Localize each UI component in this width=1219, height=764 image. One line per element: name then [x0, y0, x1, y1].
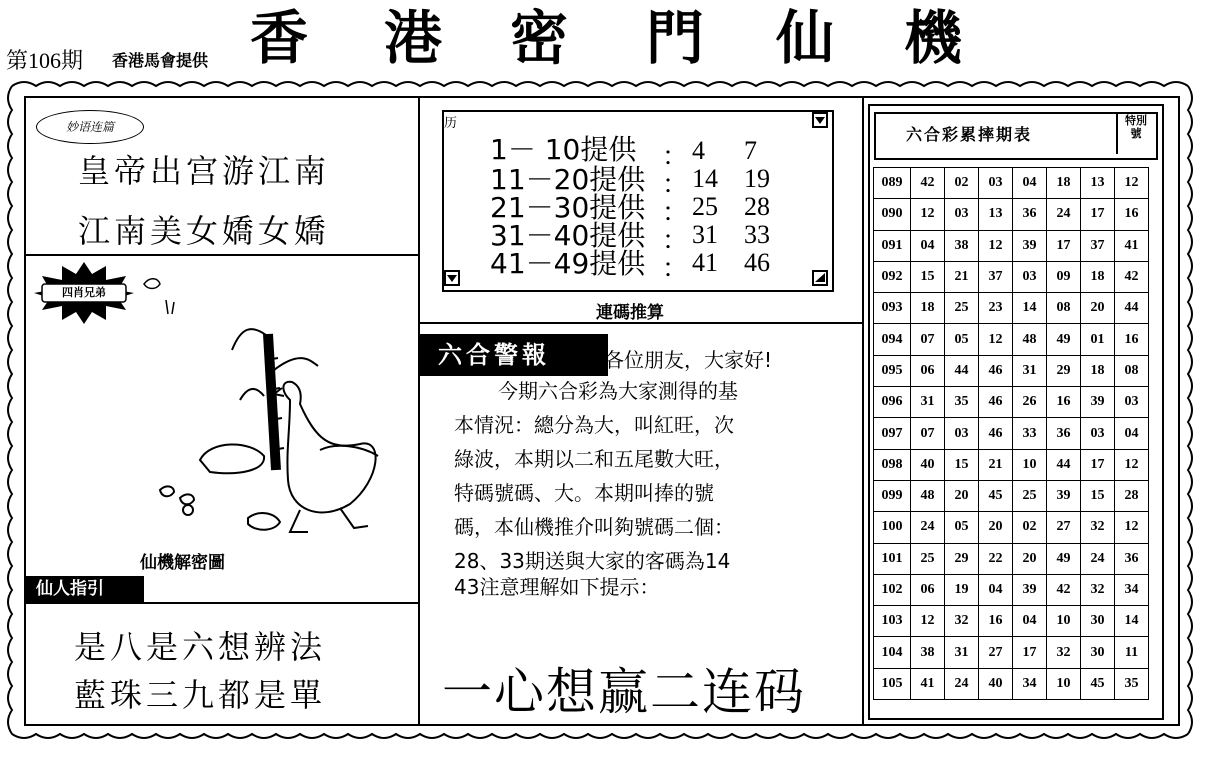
- number-cell: 27: [1047, 512, 1081, 543]
- supply-number-a: 4: [692, 136, 705, 165]
- number-cell: 10: [1047, 606, 1081, 637]
- table-row: [874, 480, 1149, 511]
- number-cell: 02: [945, 168, 979, 199]
- number-cell: 46: [979, 418, 1013, 449]
- number-cell: 25: [945, 293, 979, 324]
- number-cell: 42: [1047, 574, 1081, 605]
- number-cell: 03: [1115, 387, 1149, 418]
- number-cell: 31: [1013, 355, 1047, 386]
- number-cell: 12: [1115, 512, 1149, 543]
- number-cell: 14: [1115, 606, 1149, 637]
- slogan: 一心想赢二连码: [442, 663, 806, 721]
- number-cell: 09: [1047, 261, 1081, 292]
- number-cell: 17: [1013, 637, 1047, 668]
- number-cell: 42: [1115, 261, 1149, 292]
- number-cell: 03: [1013, 261, 1047, 292]
- title-char: 門: [646, 4, 705, 72]
- number-cell: 04: [979, 574, 1013, 605]
- number-cell: 04: [1013, 606, 1047, 637]
- number-cell: 21: [945, 261, 979, 292]
- number-cell: 46: [979, 355, 1013, 386]
- number-cell: 10: [1047, 668, 1081, 699]
- number-cell: 12: [911, 199, 945, 230]
- number-cell: 07: [911, 324, 945, 355]
- table-row: [874, 543, 1149, 574]
- number-cell: 41: [911, 668, 945, 699]
- number-cell: 44: [1047, 449, 1081, 480]
- number-cell: 48: [1013, 324, 1047, 355]
- table-row: [874, 512, 1149, 543]
- number-cell: 08: [1047, 293, 1081, 324]
- number-cell: 16: [979, 606, 1013, 637]
- number-cell: 15: [1081, 480, 1115, 511]
- number-cell: 32: [1081, 574, 1115, 605]
- number-cell: 34: [1013, 668, 1047, 699]
- supply-sep: ：: [662, 198, 689, 227]
- box-corner-icon: [812, 270, 828, 286]
- number-cell: 03: [945, 418, 979, 449]
- number-cell: 42: [911, 168, 945, 199]
- table-row: [874, 449, 1149, 480]
- number-cell: 31: [945, 637, 979, 668]
- table-row: [874, 387, 1149, 418]
- number-cell: 03: [979, 168, 1013, 199]
- alert-label: 六合警報: [420, 334, 608, 376]
- box-caption: 連碼推算: [596, 303, 664, 323]
- number-cell: 19: [945, 574, 979, 605]
- title-char: 機: [904, 4, 963, 72]
- number-cell: 21: [979, 449, 1013, 480]
- number-cell: 14: [1013, 293, 1047, 324]
- number-cell: 18: [1081, 355, 1115, 386]
- number-cell: 04: [1013, 168, 1047, 199]
- table-row: [874, 324, 1149, 355]
- number-cell: 08: [1115, 355, 1149, 386]
- table-row: [874, 199, 1149, 230]
- number-cell: 35: [1115, 668, 1149, 699]
- number-cell: 17: [1081, 449, 1115, 480]
- article-line: 特碼號碼、大。本期叫捧的號: [454, 481, 714, 505]
- number-cell: 40: [911, 449, 945, 480]
- number-cell: 46: [979, 387, 1013, 418]
- number-cell: 06: [911, 574, 945, 605]
- number-cell: 32: [945, 606, 979, 637]
- number-cell: 30: [1081, 637, 1115, 668]
- table-row: [874, 355, 1149, 386]
- number-cell: 03: [1081, 418, 1115, 449]
- number-cell: 24: [1047, 199, 1081, 230]
- supply-number-a: 31: [692, 220, 718, 249]
- number-cell: 49: [1047, 543, 1081, 574]
- number-cell: 33: [1013, 418, 1047, 449]
- number-cell: 37: [1081, 230, 1115, 261]
- period-cell: 098: [874, 449, 911, 480]
- number-cell: 45: [1081, 668, 1115, 699]
- number-cell: 12: [911, 606, 945, 637]
- number-cell: 04: [1115, 418, 1149, 449]
- table-title: 六合彩累摔期表: [906, 125, 1033, 144]
- number-cell: 44: [1115, 293, 1149, 324]
- number-cell: 12: [979, 230, 1013, 261]
- supply-sep: ：: [662, 254, 689, 283]
- title-char: 仙: [776, 4, 835, 72]
- table-row: [874, 668, 1149, 699]
- number-cell: 01: [1081, 324, 1115, 355]
- number-cell: 39: [1013, 230, 1047, 261]
- issue-number: 第106期: [6, 48, 84, 73]
- period-cell: 100: [874, 512, 911, 543]
- number-cell: 35: [945, 387, 979, 418]
- number-cell: 17: [1081, 199, 1115, 230]
- number-cell: 44: [945, 355, 979, 386]
- number-cell: 34: [1115, 574, 1149, 605]
- supply-number-b: 33: [744, 220, 770, 249]
- number-cell: 16: [1115, 199, 1149, 230]
- number-cell: 41: [1115, 230, 1149, 261]
- poem-line: 是八是六想辨法: [74, 628, 327, 666]
- divider: [24, 602, 420, 604]
- number-cell: 02: [1013, 512, 1047, 543]
- period-cell: 102: [874, 574, 911, 605]
- number-cell: 20: [945, 480, 979, 511]
- supply-label: 11－20提供: [490, 163, 646, 196]
- article-line: 綠波，本期以二和五尾數大旺，: [454, 447, 734, 471]
- title-char: 密: [510, 4, 569, 72]
- period-cell: 105: [874, 668, 911, 699]
- article-line: 碼，本仙機推介叫夠號碼二個：: [454, 515, 734, 539]
- number-cell: 36: [1047, 418, 1081, 449]
- table-row: [874, 230, 1149, 261]
- number-cell: 04: [911, 230, 945, 261]
- number-cell: 36: [1013, 199, 1047, 230]
- number-cell: 25: [911, 543, 945, 574]
- number-cell: 16: [1115, 324, 1149, 355]
- article-line: 43注意理解如下提示：: [454, 575, 660, 599]
- number-cell: 03: [945, 199, 979, 230]
- number-cell: 39: [1081, 387, 1115, 418]
- number-cell: 49: [1047, 324, 1081, 355]
- number-cell: 29: [945, 543, 979, 574]
- title-char: 港: [384, 4, 443, 72]
- number-cell: 48: [911, 480, 945, 511]
- period-cell: 103: [874, 606, 911, 637]
- number-cell: 11: [1115, 637, 1149, 668]
- number-cell: 36: [1115, 543, 1149, 574]
- provider-label: 香港馬會提供: [112, 51, 209, 70]
- number-cell: 38: [945, 230, 979, 261]
- number-cell: 22: [979, 543, 1013, 574]
- period-cell: 093: [874, 293, 911, 324]
- poem-line: 江南美女嬌女嬌: [78, 212, 331, 250]
- number-cell: 15: [945, 449, 979, 480]
- supply-label: 1－ 10提供: [490, 133, 637, 166]
- number-cell: 24: [945, 668, 979, 699]
- special-label: 特別號: [1116, 114, 1152, 154]
- draw-table: [873, 167, 1149, 700]
- table-row: [874, 637, 1149, 668]
- article-line: 本情況：總分為大，叫紅旺，次: [454, 413, 734, 437]
- number-cell: 26: [1013, 387, 1047, 418]
- badge-label: 四肖兄弟: [62, 286, 106, 299]
- number-cell: 23: [979, 293, 1013, 324]
- title-char: 香: [250, 4, 309, 72]
- period-cell: 099: [874, 480, 911, 511]
- box-corner-icon: [812, 112, 828, 128]
- number-cell: 12: [1115, 449, 1149, 480]
- supply-label: 31－40提供: [490, 219, 646, 252]
- number-cell: 12: [1115, 168, 1149, 199]
- supply-label: 41－49提供: [490, 247, 646, 280]
- number-cell: 20: [1013, 543, 1047, 574]
- supply-label: 21－30提供: [490, 191, 646, 224]
- supply-sep: ：: [662, 226, 689, 255]
- poem-line: 皇帝出宫游江南: [78, 152, 331, 190]
- period-cell: 091: [874, 230, 911, 261]
- supply-number-a: 41: [692, 248, 718, 277]
- number-cell: 29: [1047, 355, 1081, 386]
- greeting: 各位朋友，大家好!: [604, 348, 773, 372]
- number-cell: 39: [1047, 480, 1081, 511]
- number-cell: 27: [979, 637, 1013, 668]
- table-row: [874, 606, 1149, 637]
- divider: [862, 96, 864, 724]
- number-cell: 17: [1047, 230, 1081, 261]
- number-cell: 32: [1081, 512, 1115, 543]
- number-cell: 31: [911, 387, 945, 418]
- number-cell: 45: [979, 480, 1013, 511]
- period-cell: 092: [874, 261, 911, 292]
- period-cell: 097: [874, 418, 911, 449]
- number-cell: 12: [979, 324, 1013, 355]
- number-cell: 10: [1013, 449, 1047, 480]
- number-cell: 38: [911, 637, 945, 668]
- supply-number-b: 19: [744, 164, 770, 193]
- period-cell: 101: [874, 543, 911, 574]
- box-corner-icon: [444, 270, 460, 286]
- number-cell: 39: [1013, 574, 1047, 605]
- number-cell: 37: [979, 261, 1013, 292]
- table-row: [874, 574, 1149, 605]
- number-cell: 05: [945, 324, 979, 355]
- period-cell: 094: [874, 324, 911, 355]
- number-cell: 16: [1047, 387, 1081, 418]
- supply-number-a: 14: [692, 164, 718, 193]
- number-cell: 30: [1081, 606, 1115, 637]
- supply-sep: ：: [662, 142, 689, 171]
- period-cell: 089: [874, 168, 911, 199]
- supply-number-b: 46: [744, 248, 770, 277]
- goose-bamboo-illustration: [140, 270, 410, 550]
- number-cell: 20: [979, 512, 1013, 543]
- number-cell: 24: [1081, 543, 1115, 574]
- supply-number-a: 25: [692, 192, 718, 221]
- number-cell: 15: [911, 261, 945, 292]
- box-label: 历: [444, 116, 458, 131]
- period-cell: 104: [874, 637, 911, 668]
- divider: [418, 96, 420, 724]
- number-cell: 25: [1013, 480, 1047, 511]
- table-row: [874, 293, 1149, 324]
- period-cell: 095: [874, 355, 911, 386]
- number-cell: 18: [1047, 168, 1081, 199]
- number-cell: 28: [1115, 480, 1149, 511]
- number-cell: 05: [945, 512, 979, 543]
- supply-sep: ：: [662, 170, 689, 199]
- period-cell: 096: [874, 387, 911, 418]
- divider: [24, 254, 420, 256]
- number-cell: 24: [911, 512, 945, 543]
- supply-number-b: 7: [744, 136, 757, 165]
- number-cell: 18: [911, 293, 945, 324]
- number-cell: 20: [1081, 293, 1115, 324]
- table-row: [874, 418, 1149, 449]
- number-cell: 06: [911, 355, 945, 386]
- number-cell: 13: [979, 199, 1013, 230]
- poem-line: 藍珠三九都是單: [74, 676, 327, 714]
- number-cell: 13: [1081, 168, 1115, 199]
- period-cell: 090: [874, 199, 911, 230]
- supply-number-b: 28: [744, 192, 770, 221]
- number-cell: 32: [1047, 637, 1081, 668]
- picture-caption: 仙機解密圖: [140, 553, 225, 573]
- tag-oval: 妙语连篇: [36, 110, 144, 144]
- table-row: [874, 261, 1149, 292]
- number-cell: 18: [1081, 261, 1115, 292]
- hint-label: 仙人指引: [26, 576, 144, 602]
- number-cell: 07: [911, 418, 945, 449]
- article-line: 28、33期送與大家的客碼為14: [454, 549, 731, 573]
- article-line: 今期六合彩為大家測得的基: [498, 379, 738, 403]
- table-row: [874, 168, 1149, 199]
- number-cell: 40: [979, 668, 1013, 699]
